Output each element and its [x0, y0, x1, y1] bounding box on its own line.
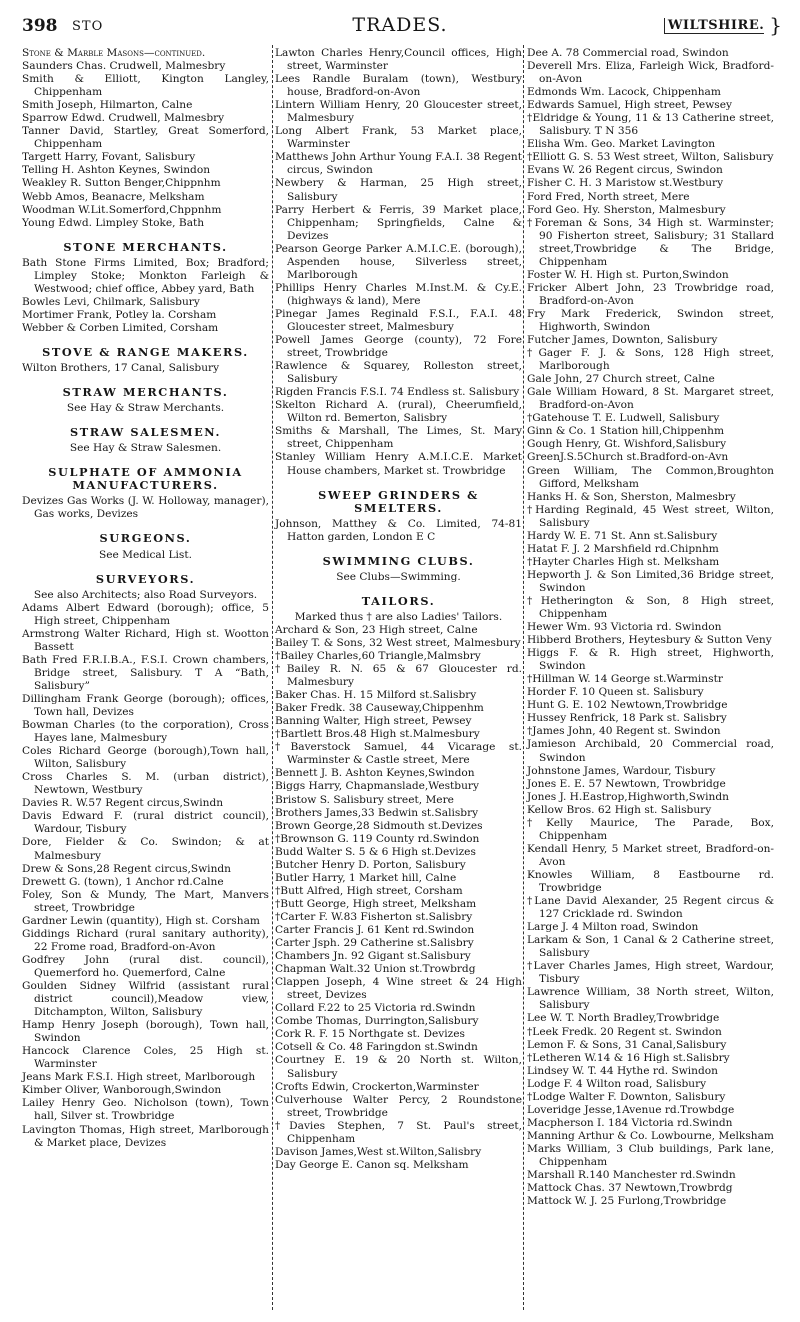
- directory-entry: Foster W. H. High st. Purton,Swindon: [527, 268, 729, 281]
- directory-entry: Godfrey John (rural dist. council), Quemerford ho. Quemerford, Calne: [22, 953, 269, 979]
- directory-entry: Gardner Lewin (quantity), High st. Corsham: [22, 914, 260, 927]
- directory-entry: Carter Francis J. 61 Kent rd.Swindon: [275, 924, 475, 936]
- directory-entry: Brown George,28 Sidmouth st.Devizes: [275, 819, 483, 832]
- directory-entry: Lawrence William, 38 North street, Wilton, Salisbury: [527, 986, 774, 1012]
- directory-entry: Chapman Walt.32 Union st.Trowbrdg: [275, 963, 476, 976]
- directory-entry: Giddings Richard (rural sanitary authority), 22 Frome road, Bradford-on-Avon: [22, 927, 269, 953]
- directory-entry: †Bailey R. N. 65 & 67 Gloucester rd. Malmesbury: [275, 663, 522, 689]
- directory-entry: Hunt G. E. 102 Newtown,Trowbridge: [527, 699, 728, 712]
- directory-entry: Drew & Sons,28 Regent circus,Swindn: [22, 862, 231, 875]
- directory-entry: †Elliott G. S. 53 West street, Wilton, Salisbury: [527, 151, 774, 164]
- directory-entry: Armstrong Walter Richard, High st. Wootton Bassett: [22, 627, 269, 653]
- directory-entry: †Lodge Walter F. Downton, Salisbury: [527, 1090, 726, 1103]
- directory-entry: Bath Fred F.R.I.B.A., F.S.I. Crown chambers, Bridge street, Salisbury. T A “Bath, Salisbury”: [22, 653, 269, 692]
- directory-entry: Chambers Jn. 92 Gigant st.Salisbury: [275, 950, 471, 963]
- directory-entry: Lodge F. 4 Wilton road, Salisbury: [527, 1077, 707, 1090]
- directory-entry: Davis Edward F. (rural district council), Wardour, Tisbury: [22, 810, 269, 836]
- directory-entry: Powell James George (county), 72 Fore street, Trowbridge: [275, 334, 522, 360]
- directory-entry: Bristow S. Salisbury street, Mere: [275, 793, 454, 806]
- directory-entry: Baker Fredk. 38 Causeway,Chippenhm: [275, 702, 484, 715]
- directory-entry: †Foreman & Sons, 34 High st. Warminster; 90 Fisherton street, Salisbury; 31 Stallard street,Trowbridge & The Bridge, Chippenham: [527, 216, 774, 268]
- directory-entry: Macpherson I. 184 Victoria rd.Swindn: [527, 1116, 733, 1129]
- directory-entry: Fricker Albert John, 23 Trowbridge road, Bradford-on-Avon: [527, 281, 774, 307]
- directory-entry: Bath Stone Firms Limited, Box; Bradford; Limpley Stoke; Monkton Farleigh & Westwood; chief office, Abbey yard, Bath: [22, 256, 269, 295]
- directory-entry: Lailey Henry Geo. Nicholson (town), Town hall, Silver st. Trowbridge: [22, 1097, 269, 1123]
- directory-entry: Gale John, 27 Church street, Calne: [527, 373, 715, 386]
- directory-entry: †Laver Charles James, High street, Wardour, Tisbury: [527, 960, 774, 986]
- brace-mark: }: [769, 13, 782, 37]
- running-abbrev: STO: [72, 19, 104, 34]
- directory-entry: Butcher Henry D. Porton, Salisbury: [275, 858, 466, 871]
- directory-entry: Cork R. F. 15 Northgate st. Devizes: [275, 1028, 465, 1041]
- directory-entry: Webber & Corben Limited, Corsham: [22, 321, 219, 334]
- directory-entry: Bailey T. & Sons, 32 West street, Malmesbury: [275, 636, 521, 649]
- directory-entry: Gale William Howard, 8 St. Margaret street, Bradford-on-Avon: [527, 386, 774, 412]
- column-left: [22, 47, 269, 1150]
- directory-entry: Adams Albert Edward (borough); office, 5 High street, Chippenham: [22, 601, 269, 627]
- directory-entry: Jeans Mark F.S.I. High street, Marlborough: [22, 1071, 256, 1084]
- directory-entry: Telling H. Ashton Keynes, Swindon: [22, 164, 211, 177]
- column-divider: [272, 45, 273, 1310]
- directory-entry: †Harding Reginald, 45 West street, Wilton, Salisbury: [527, 503, 774, 529]
- directory-entry: †Bartlett Bros.48 High st.Malmesbury: [275, 728, 480, 741]
- directory-entry: Hibberd Brothers, Heytesbury & Sutton Veny: [527, 634, 772, 647]
- directory-entry: †Brownson G. 119 County rd.Swindon: [275, 832, 480, 845]
- directory-entry: Crofts Edwin, Crockerton,Warminster: [275, 1080, 479, 1093]
- directory-entry: Ford Fred, North street, Mere: [527, 190, 690, 203]
- directory-entry: Mattock W. J. 25 Furlong,Trowbridge: [527, 1195, 727, 1208]
- directory-entry: Wilton Brothers, 17 Canal, Salisbury: [22, 362, 220, 375]
- section-heading: STRAW SALESMEN.: [69, 425, 222, 440]
- directory-entry: Webb Amos, Beanacre, Melksham: [22, 190, 205, 203]
- directory-entry: Coles Richard George (borough),Town hall, Wilton, Salisbury: [22, 745, 269, 771]
- directory-entry: Archard & Son, 23 High street, Calne: [275, 623, 478, 636]
- page-title: TRADES.: [352, 14, 448, 36]
- directory-entry: Sparrow Edwd. Crudwell, Malmesbry: [22, 112, 225, 125]
- directory-entry: Johnson, Matthey & Co. Limited, 74-81 Hatton garden, London E C: [275, 517, 522, 543]
- directory-entry: Elisha Wm. Geo. Market Lavington: [527, 138, 716, 151]
- directory-entry: Saunders Chas. Crudwell, Malmesbry: [22, 60, 226, 73]
- directory-entry: Lee W. T. North Bradley,Trowbridge: [527, 1012, 720, 1025]
- directory-entry: Jamieson Archibald, 20 Commercial road, Swindon: [527, 738, 774, 764]
- directory-entry: †Kelly Maurice, The Parade, Box, Chippenham: [527, 816, 774, 842]
- directory-entry: Knowles William, 8 Eastbourne rd. Trowbridge: [527, 868, 774, 894]
- directory-entry: Butler Harry, 1 Market hill, Calne: [275, 871, 457, 884]
- directory-entry: Edwards Samuel, High street, Pewsey: [527, 99, 732, 112]
- section-heading: SWIMMING CLUBS.: [322, 553, 475, 568]
- directory-entry: Clappen Joseph, 4 Wine street & 24 High street, Devizes: [275, 976, 522, 1002]
- page-number: 398: [22, 16, 58, 36]
- directory-entry: †Bailey Charles,60 Triangle,Malmsbry: [275, 650, 481, 663]
- directory-entry: Lemon F. & Sons, 31 Canal,Salisbury: [527, 1038, 727, 1051]
- page-header: [0, 12, 800, 42]
- directory-entry: Mortimer Frank, Potley la. Corsham: [22, 308, 217, 321]
- continued-heading: Stone & Marble Masons—continued.: [22, 47, 206, 59]
- directory-entry: Hussey Renfrick, 18 Park st. Salisbry: [527, 712, 727, 725]
- directory-entry: Evans W. 26 Regent circus, Swindon: [527, 164, 723, 177]
- directory-entry: †Eldridge & Young, 11 & 13 Catherine street, Salisbury. T N 356: [527, 112, 774, 138]
- directory-entry: Courtney E. 19 & 20 North st. Wilton, Salisbury: [275, 1054, 522, 1080]
- directory-entry: Culverhouse Walter Percy, 2 Roundstone street, Trowbridge: [275, 1093, 522, 1119]
- directory-entry: Hanks H. & Son, Sherston, Malmesbry: [527, 490, 736, 503]
- directory-entry: Edmonds Wm. Lacock, Chippenham: [527, 86, 721, 99]
- directory-entry: Dillingham Frank George (borough); offices, Town hall, Devizes: [22, 692, 269, 719]
- directory-entry: Drewett G. (town), 1 Anchor rd.Calne: [22, 875, 224, 888]
- directory-entry: †Hetherington & Son, 8 High street, Chippenham: [527, 594, 774, 621]
- directory-entry: Combe Thomas, Durrington,Salisbury: [275, 1015, 479, 1028]
- directory-entry: Newbery & Harman, 25 High street, Salisbury: [275, 177, 522, 203]
- directory-entry: †Gatehouse T. E. Ludwell, Salisbury: [527, 412, 720, 425]
- directory-entry: Fisher C. H. 3 Maristow st.Westbury: [527, 177, 724, 190]
- directory-entry: Davison James,West st.Wilton,Salisbry: [275, 1145, 482, 1158]
- directory-entry: Deverell Mrs. Eliza, Farleigh Wick, Bradford-on-Avon: [527, 60, 774, 86]
- directory-entry: Davies R. W.57 Regent circus,Swindn: [22, 797, 224, 810]
- directory-entry: †Butt Alfred, High street, Corsham: [275, 884, 463, 897]
- section-heading: SWEEP GRINDERS & SMELTERS.: [318, 487, 479, 515]
- directory-entry: Cross Charles S. M. (urban district), Newtown, Westbury: [22, 771, 269, 797]
- directory-entry: Kellow Bros. 62 High st. Salisbury: [527, 803, 712, 816]
- directory-entry: †Letheren W.14 & 16 High st.Salisbry: [527, 1051, 730, 1064]
- section-heading: STOVE & RANGE MAKERS.: [42, 344, 249, 359]
- directory-entry: Hewer Wm. 93 Victoria rd. Swindon: [527, 621, 722, 634]
- directory-entry: †Gager F. J. & Sons, 128 High street, Marlborough: [527, 347, 774, 373]
- directory-entry: Banning Walter, High street, Pewsey: [275, 715, 472, 728]
- column-divider: [523, 45, 524, 1310]
- directory-entry: Pearson George Parker A.M.I.C.E. (borough), Aspenden house, Silverless street, Marlborough: [275, 242, 522, 281]
- directory-entry: Horder F. 10 Queen st. Salisbury: [527, 686, 704, 699]
- directory-entry: Collard F.22 to 25 Victoria rd.Swindn: [275, 1002, 476, 1015]
- directory-entry: Futcher James, Downton, Salisbury: [527, 334, 718, 347]
- directory-entry: Dore, Fielder & Co. Swindon; & at Malmesbury: [22, 836, 269, 862]
- directory-entry: Jones E. E. 57 Newtown, Trowbridge: [527, 777, 726, 790]
- directory-entry: Smith Joseph, Hilmarton, Calne: [22, 99, 193, 112]
- directory-entry: Long Albert Frank, 53 Market place, Warminster: [275, 125, 522, 151]
- directory-entry: Kimber Oliver, Wanborough,Swindon: [22, 1084, 222, 1097]
- directory-entry: Targett Harry, Fovant, Salisbury: [22, 151, 196, 164]
- directory-entry: Carter Jsph. 29 Catherine st.Salisbry: [275, 937, 474, 950]
- directory-entry: Rawlence & Squarey, Rolleston street, Salisbury: [275, 360, 522, 386]
- directory-entry: Fry Mark Frederick, Swindon street, Highworth, Swindon: [527, 307, 774, 333]
- directory-entry: Bowman Charles (to the corporation), Cross Hayes lane, Malmesbury: [22, 719, 269, 745]
- directory-entry: Rigden Francis F.S.I. 74 Endless st. Salisbury: [275, 386, 520, 399]
- directory-entry: †Lane David Alexander, 25 Regent circus & 127 Cricklade rd. Swindon: [527, 895, 774, 921]
- directory-entry: Bowles Levi, Chilmark, Salisbury: [22, 295, 200, 308]
- directory-entry: Woodman W.Lit.Somerford,Chppnhm: [22, 203, 222, 216]
- directory-entry: Baker Chas. H. 15 Milford st.Salisbry: [275, 689, 477, 702]
- directory-entry: Lindsey W. T. 44 Hythe rd. Swindon: [527, 1064, 718, 1077]
- directory-entry: †Carter F. W.83 Fisherton st.Salisbry: [275, 910, 473, 923]
- county-group: [664, 13, 782, 37]
- directory-entry: Smiths & Marshall, The Limes, St. Mary street, Chippenham: [275, 425, 522, 451]
- directory-entry: Gough Henry, Gt. Wishford,Salisbury: [527, 438, 727, 451]
- cross-reference-note: See also Architects; also Road Surveyors.: [33, 588, 258, 601]
- directory-entry: Larkam & Son, 1 Canal & 2 Catherine street, Salisbury: [527, 934, 774, 960]
- directory-entry: †James John, 40 Regent st. Swindon: [527, 725, 721, 738]
- cross-reference-note: See Hay & Straw Merchants.: [66, 402, 225, 415]
- directory-entry: Lintern William Henry, 20 Gloucester street, Malmesbury: [275, 99, 522, 125]
- directory-entry: GreenJ.S.5Church st.Bradford-on-Avn: [527, 451, 729, 464]
- section-heading: STONE MERCHANTS.: [63, 239, 228, 254]
- directory-entry: †Baverstock Samuel, 44 Vicarage st. Warminster & Castle street, Mere: [275, 741, 522, 767]
- section-heading: STRAW MERCHANTS.: [62, 385, 229, 400]
- column-middle: [275, 47, 522, 1172]
- county-label: WILTSHIRE.: [664, 18, 764, 34]
- directory-entry: Parry Herbert & Ferris, 39 Market place, Chippenham; Springfields, Calne & Devizes: [275, 203, 522, 242]
- directory-entry: Tanner David, Startley, Great Somerford, Chippenham: [22, 125, 269, 151]
- directory-entry: Weakley R. Sutton Benger,Chippnhm: [22, 177, 221, 190]
- directory-entry: Devizes Gas Works (J. W. Holloway, manager), Gas works, Devizes: [22, 495, 269, 521]
- section-heading: TAILORS.: [361, 593, 436, 608]
- directory-entry: †Leek Fredk. 20 Regent st. Swindon: [527, 1025, 722, 1038]
- directory-entry: Budd Walter S. 5 & 6 High st.Devizes: [275, 845, 476, 858]
- directory-entry: Ginn & Co. 1 Station hill,Chippenhm: [527, 425, 725, 438]
- directory-entry: Large J. 4 Milton road, Swindon: [527, 921, 699, 934]
- directory-entry: Green William, The Common,Broughton Gifford, Melksham: [527, 464, 774, 490]
- directory-entry: Loveridge Jesse,1Avenue rd.Trowbdge: [527, 1103, 735, 1116]
- directory-entry: †Butt George, High street, Melksham: [275, 897, 477, 910]
- directory-entry: Bennett J. B. Ashton Keynes,Swindon: [275, 767, 475, 780]
- directory-entry: Marshall R.140 Manchester rd.Swindn: [527, 1169, 736, 1182]
- directory-entry: Jones J. H.Eastrop,Highworth,Swindn: [527, 790, 729, 803]
- directory-entry: †Davies Stephen, 7 St. Paul's street, Chippenham: [275, 1119, 522, 1145]
- directory-entry: Lawton Charles Henry,Council offices, High street, Warminster: [275, 47, 522, 73]
- directory-entry: Stanley William Henry A.M.I.C.E. Market House chambers, Market st. Trowbridge: [275, 451, 522, 477]
- directory-entry: Hatat F. J. 2 Marshfield rd.Chipnhm: [527, 542, 719, 555]
- directory-entry: Dee A. 78 Commercial road, Swindon: [527, 47, 729, 59]
- directory-entry: Day George E. Canon sq. Melksham: [275, 1158, 469, 1171]
- directory-entry: Hamp Henry Joseph (borough), Town hall, Swindon: [22, 1019, 269, 1045]
- section-heading: SULPHATE OF AMMONIA MANUFACTURERS.: [48, 465, 243, 493]
- directory-entry: Lavington Thomas, High street, Marlborough & Market place, Devizes: [22, 1123, 269, 1149]
- directory-entry: Pinegar James Reginald F.S.I., F.A.I. 48 Gloucester street, Malmesbury: [275, 307, 522, 333]
- cross-reference-note: Marked thus † are also Ladies' Tailors.: [294, 610, 503, 623]
- directory-entry: Biggs Harry, Chapmanslade,Westbury: [275, 780, 479, 793]
- directory-entry: Higgs F. & R. High street, Highworth, Swindon: [527, 647, 774, 673]
- directory-entry: Hepworth J. & Son Limited,36 Bridge street, Swindon: [527, 568, 774, 594]
- cross-reference-note: See Hay & Straw Salesmen.: [69, 442, 222, 455]
- directory-entry: Young Edwd. Limpley Stoke, Bath: [22, 216, 205, 229]
- directory-entry: †Hayter Charles High st. Melksham: [527, 555, 720, 568]
- directory-entry: Lees Randle Buralam (town), Westbury house, Bradford-on-Avon: [275, 73, 522, 99]
- directory-entry: Cotsell & Co. 48 Faringdon st.Swindn: [275, 1041, 478, 1054]
- directory-entry: Ford Geo. Hy. Sherston, Malmesbury: [527, 203, 726, 216]
- directory-entry: Goulden Sidney Wilfrid (assistant rural district council),Meadow view, Ditchampton, Wilton, Salisbury: [22, 980, 269, 1019]
- directory-entry: Skelton Richard A. (rural), Cheerumfield, Wilton rd. Bemerton, Salisbry: [275, 399, 522, 425]
- directory-entry: Matthews John Arthur Young F.A.I. 38 Regent circus, Swindon: [275, 151, 522, 177]
- directory-entry: Foley, Son & Mundy, The Mart, Manvers street, Trowbridge: [22, 888, 269, 914]
- directory-entry: Kendall Henry, 5 Market street, Bradford-on-Avon: [527, 842, 774, 868]
- directory-entry: Smith & Elliott, Kington Langley, Chippenham: [22, 73, 269, 99]
- directory-entry: Phillips Henry Charles M.Inst.M. & Cy.E. (highways & land), Mere: [275, 281, 522, 307]
- directory-entry: Mattock Chas. 37 Newtown,Trowbrdg: [527, 1182, 733, 1195]
- directory-entry: Hardy W. E. 71 St. Ann st.Salisbury: [527, 529, 718, 542]
- cross-reference-note: See Clubs—Swimming.: [336, 570, 461, 583]
- directory-entry: Brothers James,33 Bedwin st.Salisbry: [275, 806, 479, 819]
- directory-entry: Marks William, 3 Club buildings, Park lane, Chippenham: [527, 1142, 774, 1168]
- directory-entry: Johnstone James, Wardour, Tisbury: [527, 764, 716, 777]
- directory-entry: †Hillman W. 14 George st.Warminstr: [527, 673, 723, 686]
- section-heading: SURVEYORS.: [95, 571, 196, 586]
- directory-entry: Hancock Clarence Coles, 25 High st. Warminster: [22, 1045, 269, 1071]
- section-heading: SURGEONS.: [99, 531, 192, 546]
- cross-reference-note: See Medical List.: [99, 548, 192, 561]
- column-right: [527, 47, 774, 1208]
- directory-entry: Manning Arthur & Co. Lowbourne, Melksham: [527, 1129, 774, 1142]
